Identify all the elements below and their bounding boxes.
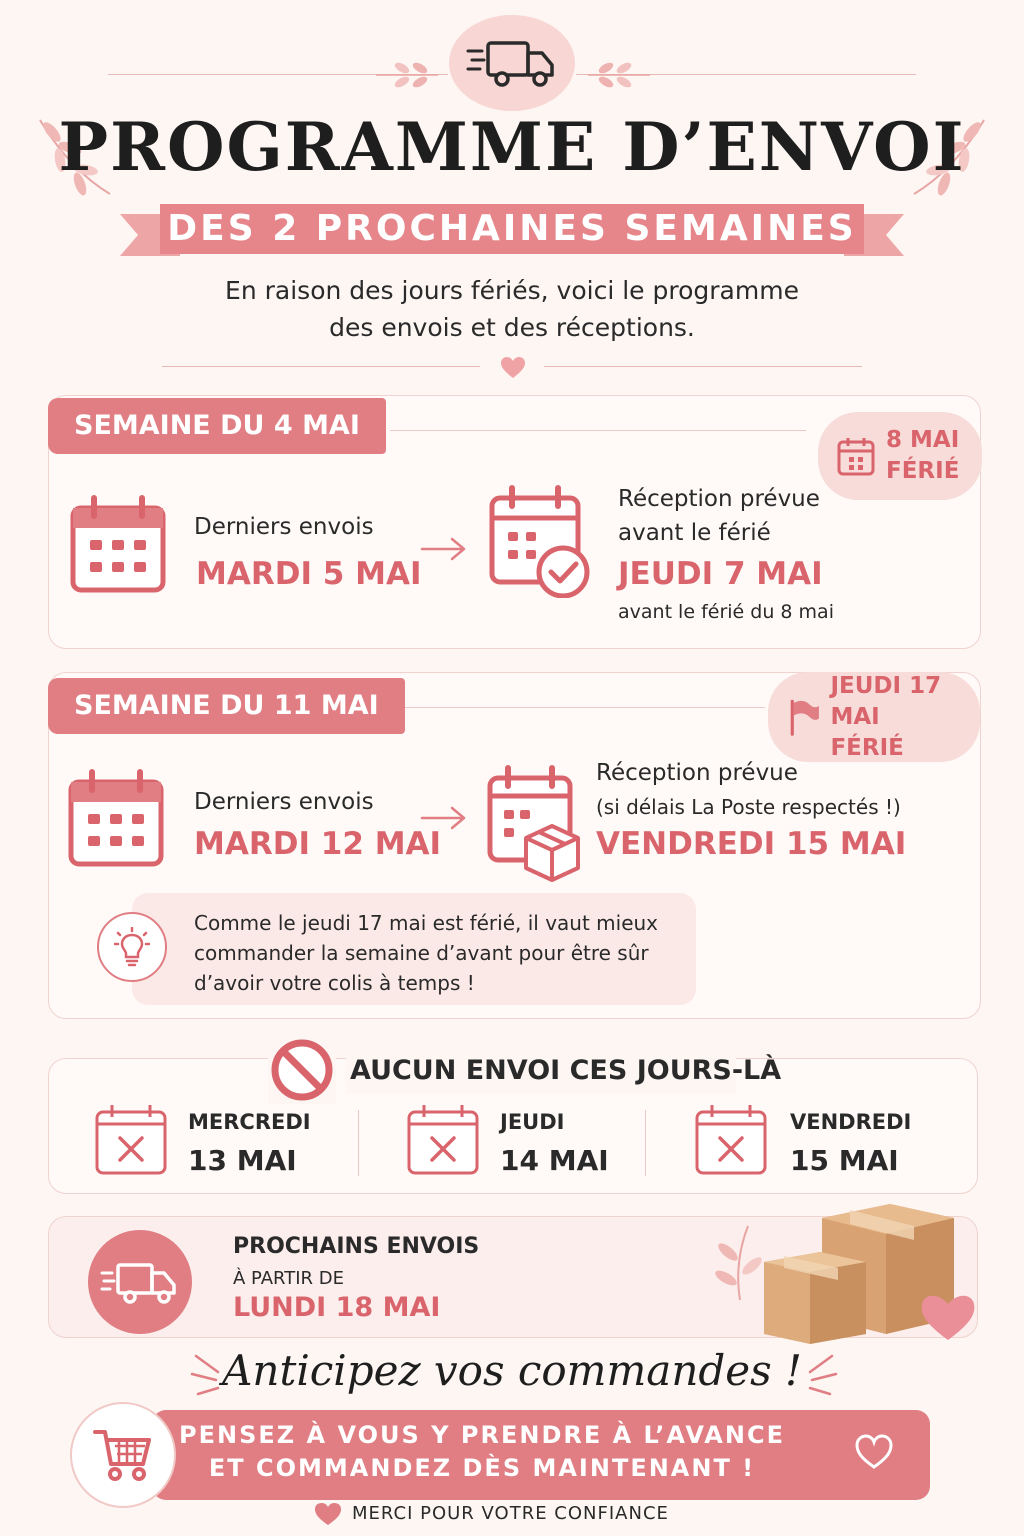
receive-label-line: Réception prévue xyxy=(596,760,798,786)
flag-icon xyxy=(786,693,820,741)
ship-date: MARDI 5 MAI xyxy=(196,556,422,592)
cart-icon xyxy=(93,1428,153,1482)
ship-label: Derniers envois xyxy=(194,789,374,815)
receive-label-line: (si délais La Poste respectés !) xyxy=(596,795,901,819)
tip-icon-circle xyxy=(97,912,167,982)
cta-text xyxy=(152,1419,812,1485)
heart-icon xyxy=(314,1502,342,1526)
calendar-x-icon xyxy=(406,1102,480,1176)
calendar-icon xyxy=(70,494,166,594)
divider xyxy=(358,1110,359,1176)
truck-icon xyxy=(464,33,560,93)
holiday-badge xyxy=(818,412,982,500)
receive-label xyxy=(596,756,901,824)
cart-badge[interactable] xyxy=(70,1402,176,1508)
divider xyxy=(645,1110,646,1176)
cta-line: PENSEZ À VOUS Y PRENDRE À L’AVANCE xyxy=(179,1421,785,1449)
leaf-icon xyxy=(372,58,442,92)
next-title: PROCHAINS ENVOIS xyxy=(233,1234,480,1259)
holiday-date: 8 MAI xyxy=(886,427,960,453)
no-shipping-date: 13 MAI xyxy=(188,1144,297,1177)
page-title: PROGRAMME D’ENVOI xyxy=(58,108,966,186)
divider xyxy=(390,707,765,708)
thanks-text: MERCI POUR VOTRE CONFIANCE xyxy=(352,1503,669,1524)
holiday-date: JEUDI 17 MAI xyxy=(830,672,942,730)
truck-badge xyxy=(449,15,575,111)
divider xyxy=(162,366,480,367)
holiday-label: FÉRIÉ xyxy=(830,734,904,761)
arrow-right-icon xyxy=(420,536,468,562)
divider xyxy=(390,430,806,431)
cta-line: ET COMMANDEZ DÈS MAINTENANT ! xyxy=(208,1454,756,1482)
tip-line: d’avoir votre colis à temps ! xyxy=(194,971,475,995)
tip-line: Comme le jeudi 17 mai est férié, il vaut mieux xyxy=(194,911,659,935)
no-shipping-day: JEUDI xyxy=(500,1110,565,1134)
receive-label-line: Réception prévue xyxy=(618,486,820,512)
leaf-icon xyxy=(584,58,654,92)
holiday-badge xyxy=(768,672,980,762)
no-shipping-title: AUCUN ENVOI CES JOURS-LÀ xyxy=(350,1055,782,1086)
week-tab: SEMAINE DU 11 MAI xyxy=(48,678,405,734)
no-shipping-day: VENDREDI xyxy=(790,1110,912,1134)
receive-label-line: avant le férié xyxy=(618,520,771,546)
calendar-check-icon xyxy=(488,484,592,598)
week-tab: SEMAINE DU 4 MAI xyxy=(48,398,386,454)
receive-label xyxy=(618,482,820,550)
receive-date: JEUDI 7 MAI xyxy=(618,556,823,592)
calendar-x-icon xyxy=(694,1102,768,1176)
page-subtitle: DES 2 PROCHAINES SEMAINES xyxy=(167,208,857,249)
calendar-icon xyxy=(836,435,876,477)
tip-text xyxy=(194,908,684,998)
divider xyxy=(544,366,862,367)
calendar-x-icon xyxy=(94,1102,168,1176)
heart-icon xyxy=(500,356,526,380)
no-shipping-date: 14 MAI xyxy=(500,1144,609,1177)
next-date: LUNDI 18 MAI xyxy=(233,1292,441,1323)
holiday-text xyxy=(830,671,962,764)
intro-line: des envois et des réceptions. xyxy=(329,313,695,342)
ship-label: Derniers envois xyxy=(194,514,374,540)
receive-note: avant le férié du 8 mai xyxy=(618,601,834,623)
arrow-right-icon xyxy=(420,805,468,831)
truck-badge xyxy=(88,1230,192,1334)
ship-date: MARDI 12 MAI xyxy=(194,826,442,862)
heart-icon xyxy=(854,1434,894,1470)
calendar-icon xyxy=(68,768,164,868)
calendar-box-icon xyxy=(486,764,582,882)
no-shipping-date: 15 MAI xyxy=(790,1144,899,1177)
lightbulb-icon xyxy=(114,927,150,967)
prohibited-icon xyxy=(270,1038,334,1102)
holiday-label: FÉRIÉ xyxy=(886,458,960,484)
leaf-icon xyxy=(700,1222,770,1302)
intro-line: En raison des jours fériés, voici le programme xyxy=(225,276,799,305)
truck-icon xyxy=(100,1257,180,1307)
no-shipping-day: MERCREDI xyxy=(188,1110,311,1134)
next-from: À PARTIR DE xyxy=(233,1268,345,1289)
intro-text xyxy=(0,272,1024,346)
receive-date: VENDREDI 15 MAI xyxy=(596,826,907,862)
holiday-text xyxy=(886,425,959,487)
script-tagline: Anticipez vos commandes ! xyxy=(222,1346,802,1395)
boxes-icon xyxy=(762,1200,988,1346)
tip-line: commander la semaine d’avant pour être sûr xyxy=(194,941,649,965)
